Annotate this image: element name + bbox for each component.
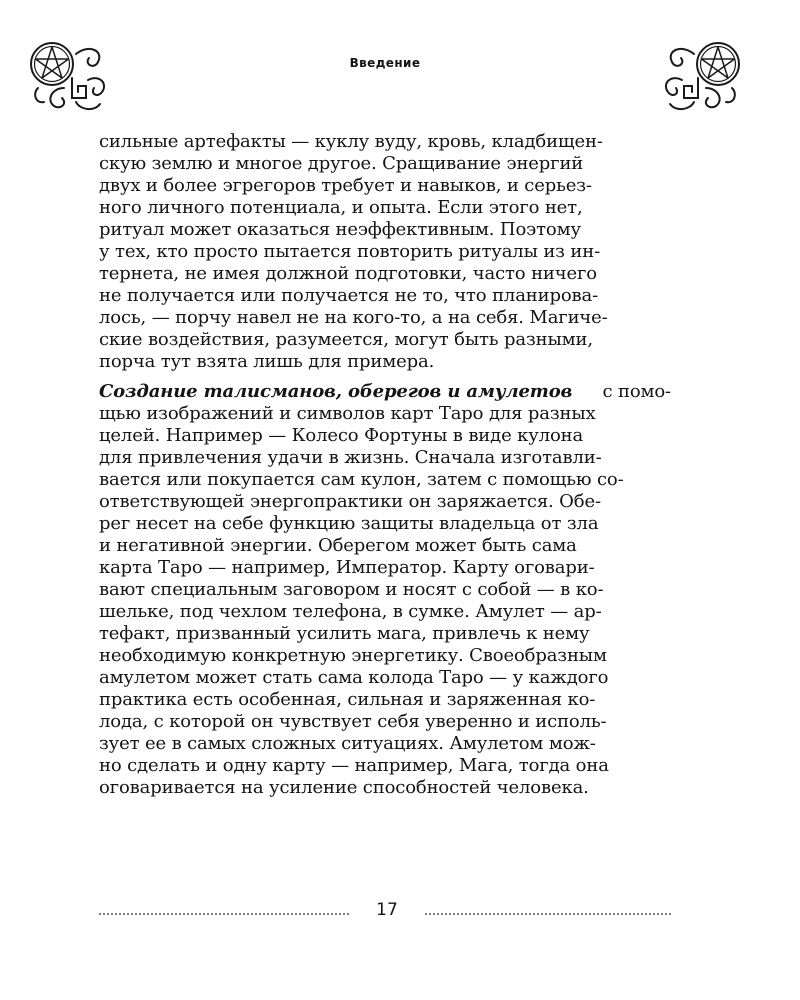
text-line: ответствующей энергопрактики он заряжается. Обе-: [99, 491, 601, 512]
text-line: тернета, не имея должной подготовки, часто ничего: [99, 263, 597, 284]
text-line: лось, — порчу навел не на кого-то, а на себя. Магиче-: [99, 307, 608, 328]
text-line: двух и более эгрегоров требует и навыков, и серьез-: [99, 175, 592, 196]
pentacle-ornament-icon: [28, 38, 114, 114]
text-line: порча тут взята лишь для примера.: [99, 351, 435, 372]
text-line: тефакт, призванный усилить мага, привлечь к нему: [99, 623, 590, 644]
lead-line-rest: с помо-: [602, 381, 671, 402]
pentacle-ornament-icon: [656, 38, 742, 114]
text-line: и негативной энергии. Оберегом может быть сама: [99, 535, 577, 556]
text-line: лода, с которой он чувствует себя уверенно и исполь-: [99, 711, 607, 732]
text-line: скую землю и многое другое. Сращивание энергий: [99, 153, 584, 174]
page-number: 17: [376, 900, 398, 920]
running-head: Введение: [349, 56, 421, 70]
text-line: не получается или получается не то, что планирова-: [99, 285, 599, 306]
text-line: шельке, под чехлом телефона, в сумке. Амулет — ар-: [99, 601, 602, 622]
text-line: для привлечения удачи в жизнь. Сначала изготавли-: [99, 447, 602, 468]
body-text: [99, 131, 671, 799]
dotted-rule-right: [425, 913, 671, 915]
text-line: вается или покупается сам кулон, затем с помощью со-: [99, 469, 624, 490]
text-line: у тех, кто просто пытается повторить ритуалы из ин-: [99, 241, 601, 262]
text-line: оговаривается на усиление способностей человека.: [99, 777, 589, 798]
text-line: ритуал может оказаться неэффективным. Поэтому: [99, 219, 581, 240]
text-line: но сделать и одну карту — например, Мага, тогда она: [99, 755, 609, 776]
text-line: сильные артефакты — куклу вуду, кровь, кладбищен-: [99, 131, 603, 152]
text-line: целей. Например — Колесо Фортуны в виде кулона: [99, 425, 584, 446]
dotted-rule-left: [99, 913, 349, 915]
text-line: ские воздействия, разумеется, могут быть разными,: [99, 329, 593, 350]
text-line: карта Таро — например, Император. Карту оговари-: [99, 557, 595, 578]
text-line: необходимую конкретную энергетику. Своеобразным: [99, 645, 607, 666]
text-line: рег несет на себе функцию защиты владельца от зла: [99, 513, 599, 534]
text-line: [99, 381, 671, 403]
text-line: зует ее в самых сложных ситуациях. Амулетом мож-: [99, 733, 596, 754]
text-line: ного личного потенциала, и опыта. Если этого нет,: [99, 197, 583, 218]
page-footer: [99, 900, 671, 924]
text-line: щью изображений и символов карт Таро для разных: [99, 403, 596, 424]
text-line: вают специальным заговором и носят с собой — в ко-: [99, 579, 604, 600]
text-line: амулетом может стать сама колода Таро — у каждого: [99, 667, 609, 688]
paragraph-2: [99, 381, 671, 799]
paragraph-lead-in: Создание талисманов, оберегов и амулетов: [99, 381, 573, 402]
paragraph-1: [99, 131, 671, 373]
text-line: практика есть особенная, сильная и заряженная ко-: [99, 689, 596, 710]
